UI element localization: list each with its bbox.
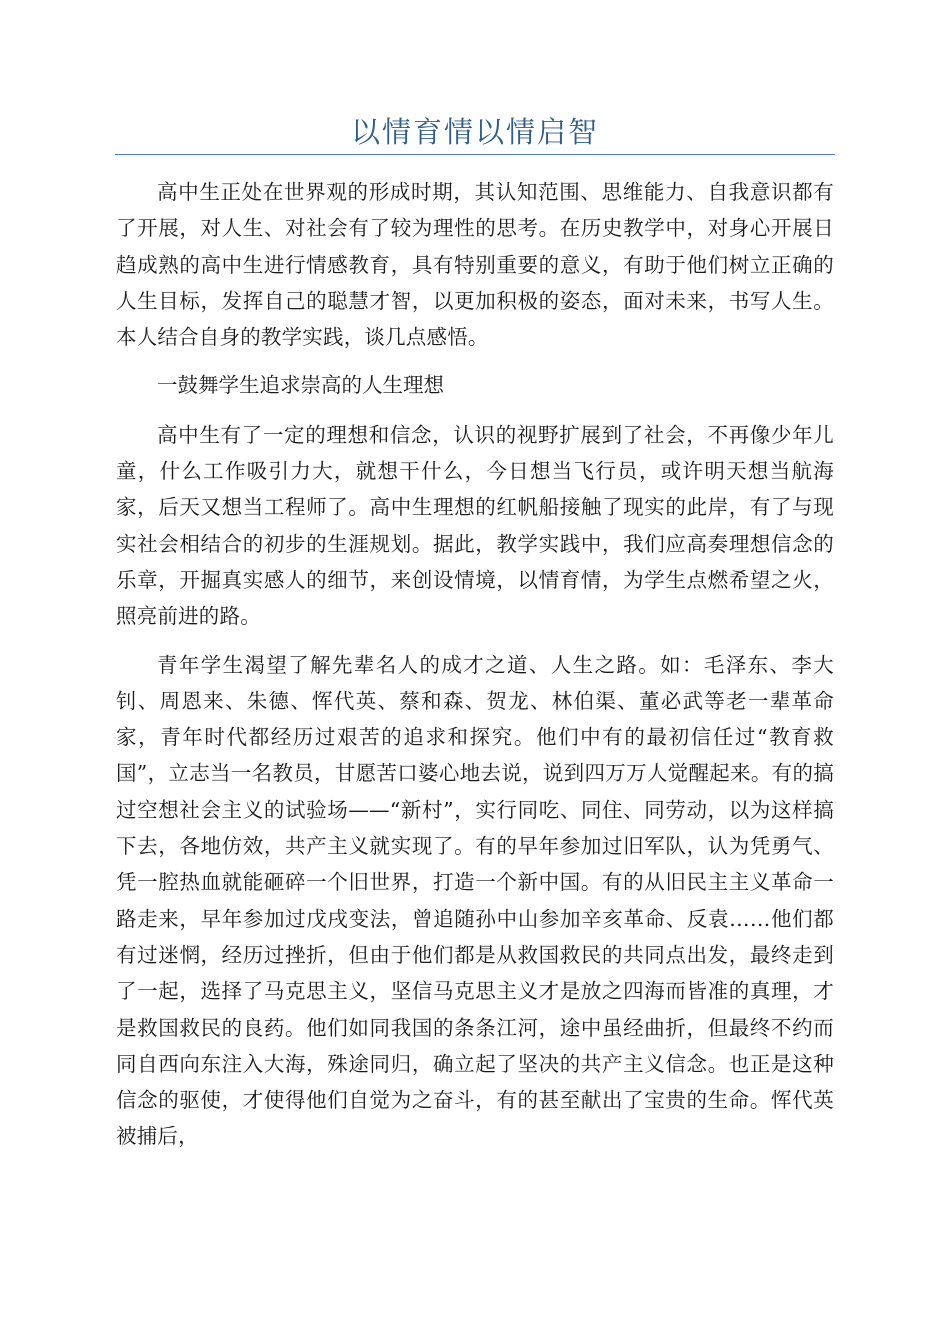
section-heading: 一鼓舞学生追求崇高的人生理想 bbox=[157, 373, 444, 398]
document-body bbox=[116, 174, 834, 1167]
document-title: 以情育情以情启智 bbox=[350, 115, 599, 149]
body-paragraph: 高中生有了一定的理想和信念，认识的视野扩展到了社会，不再像少年儿童，什么工作吸引力大，就想干什么，今日想当飞行员，或许明天想当航海家，后天又想当工程师了。高中生理想的红帆船接触了现实的此岸，有了与现实社会相结合的初步的生涯规划。据此，教学实践中，我们应高奏理想信念的乐章，开掘真实感人的细节，来创设情境，以情育情，为学生点燃希望之火，照亮前进的路。 bbox=[116, 422, 834, 629]
intro-paragraph: 高中生正处在世界观的形成时期，其认知范围、思维能力、自我意识都有了开展，对人生、对社会有了较为理性的思考。在历史教学中，对身心开展日趋成熟的高中生进行情感教育，具有特别重要的意义，有助于他们树立正确的人生目标，发挥自己的聪慧才智，以更加积极的姿态，面对未来，书写人生。本人结合自身的教学实践，谈几点感悟。 bbox=[116, 180, 834, 350]
body-paragraph: 青年学生渴望了解先辈名人的成才之道、人生之路。如：毛泽东、李大钊、周恩来、朱德、恽代英、蔡和森、贺龙、林伯渠、董必武等老一辈革命家，青年时代都经历过艰苦的追求和探究。他们中有的最初信任过“教育救国”，立志当一名教员，甘愿苦口婆心地去说，说到四万万人觉醒起来。有的搞过空想社会主义的试验场——“新村”，实行同吃、同住、同劳动，以为这样搞下去，各地仿效，共产主义就实现了。有的早年参加过旧军队，认为凭勇气、凭一腔热血就能砸碎一个旧世界，打造一个新中国。有的从旧民主主义革命一路走来，早年参加过戊戌变法，曾追随孙中山参加辛亥革命、反袁……他们都有过迷惘，经历过挫折，但由于他们都是从救国救民的共同点出发，最终走到了一起，选择了马克思主义，坚信马克思主义才是放之四海而皆准的真理，才是救国救民的良药。他们如同我国的条条江河，途中虽经曲折，但最终不约而同自西向东注入大海，殊途同归，确立起了坚决的共产主义信念。也正是这种信念的驱使，才使得他们自觉为之奋斗，有的甚至献出了宝贵的生命。恽代英被捕后， bbox=[116, 652, 834, 1149]
title-underline bbox=[115, 154, 835, 155]
